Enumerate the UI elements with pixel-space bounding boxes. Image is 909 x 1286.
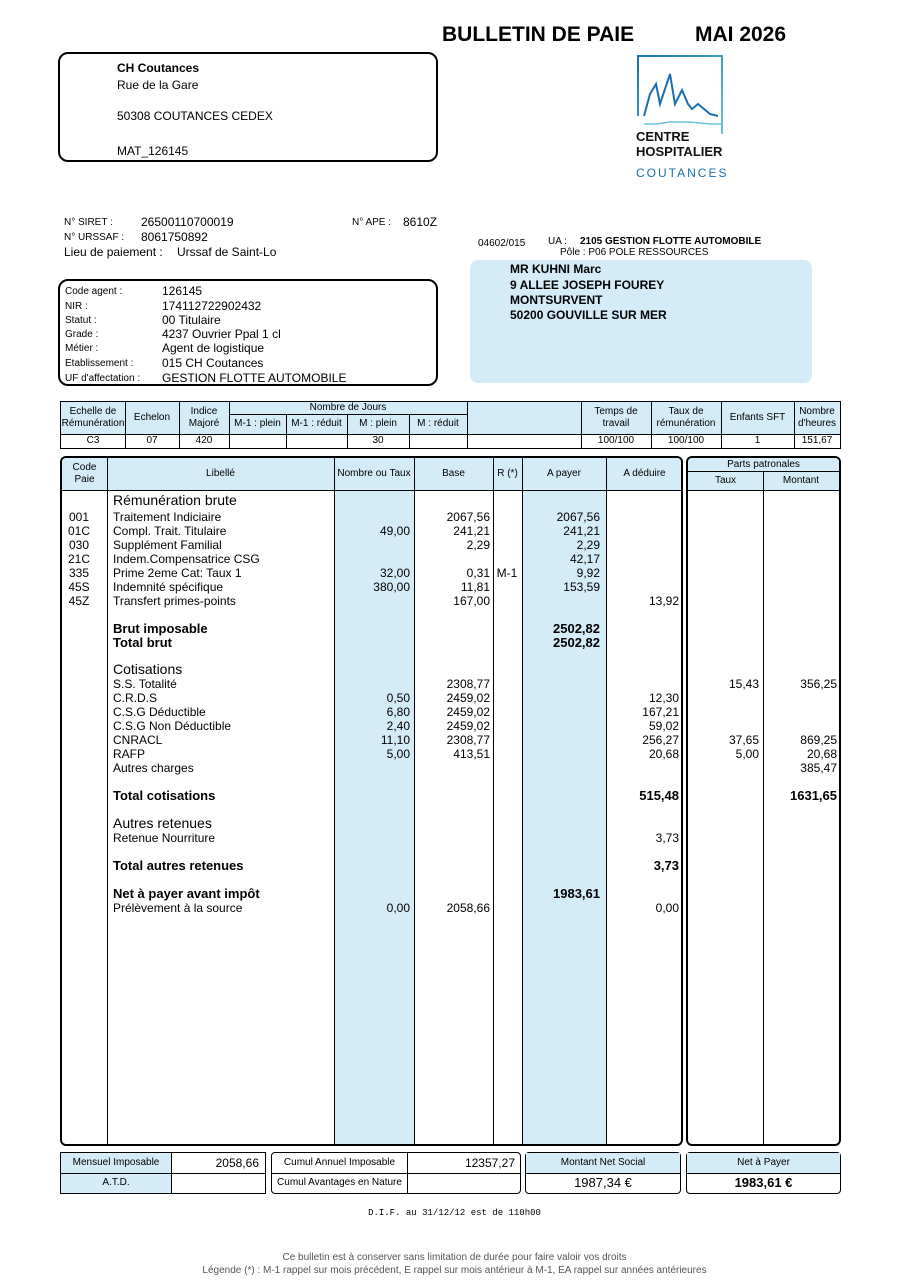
row-nb: 32,00 (379, 566, 410, 580)
employee-name: MR KUHNI Marc (510, 262, 602, 276)
h-m-plein: M : plein (359, 418, 397, 429)
agent-label: NIR : (65, 301, 88, 312)
employee-address-panel (470, 260, 812, 383)
row-lib: Retenue Nourriture (113, 831, 216, 845)
row-base: 2058,66 (446, 901, 490, 915)
row-nb: 2,40 (386, 719, 410, 733)
mh-deduire: A déduire (623, 468, 666, 479)
row-code: 335 (68, 566, 90, 580)
payer-column-bg (522, 490, 606, 1146)
employee-city: 50200 GOUVILLE SUR MER (510, 308, 667, 322)
cumul-box (271, 1152, 521, 1194)
row-base: 2067,56 (446, 510, 490, 524)
row-lib: C.R.D.S (113, 691, 158, 705)
agent-value: 126145 (162, 284, 203, 298)
row-base: 167,00 (453, 594, 490, 608)
row-lib: C.S.G Non Déductible (113, 719, 232, 733)
mensuel-label: Mensuel Imposable (72, 1157, 160, 1168)
ua-label: UA : (548, 236, 567, 247)
mh-libelle: Libellé (206, 468, 235, 479)
avantages-label: Cumul Avantages en Nature (277, 1177, 402, 1188)
mh-code: Code Paie (72, 462, 97, 485)
net-social-value: 1987,34 € (574, 1175, 632, 1190)
cumul-label: Cumul Annuel Imposable (283, 1157, 396, 1168)
row-code: 01C (67, 524, 90, 538)
row-code: 45S (68, 580, 90, 594)
agent-label: Statut : (65, 315, 97, 326)
v-echelon: 07 (146, 435, 158, 446)
mh-base: Base (442, 468, 465, 479)
atd-label: A.T.D. (102, 1177, 130, 1188)
net-social-box (525, 1152, 681, 1194)
row-lib: Rémunération brute (113, 492, 237, 508)
h-taux: Taux de rémunération (656, 406, 716, 429)
row-ded: 0,00 (655, 901, 679, 915)
cumul-value: 12357,27 (464, 1156, 515, 1170)
row-pay: 42,17 (569, 552, 600, 566)
lieu-value: Urssaf de Saint-Lo (177, 245, 277, 259)
row-mont: 20,68 (806, 747, 837, 761)
h-m-reduit: M : réduit (417, 418, 459, 429)
row-lib: Autres retenues (113, 815, 212, 831)
row-lib: Total cotisations (113, 788, 216, 803)
ua-code: 04602/015 (478, 238, 526, 249)
row-lib: Net à payer avant impôt (113, 886, 260, 901)
row-ded: 3,73 (653, 858, 679, 873)
row-ded: 256,27 (642, 733, 679, 747)
employer-mat: MAT_126145 (117, 144, 189, 158)
h-indice: Indice Majoré (188, 406, 220, 429)
row-lib: Indem.Compensatrice CSG (113, 552, 260, 566)
v-echelle: C3 (86, 435, 100, 446)
v-temps: 100/100 (597, 435, 635, 446)
logo-graphic (630, 54, 730, 134)
row-ded: 167,21 (642, 705, 679, 719)
pole-value: Pôle : P06 POLE RESSOURCES (560, 247, 709, 258)
row-lib: Transfert primes-points (113, 594, 236, 608)
row-ded: 515,48 (639, 788, 679, 803)
row-ded: 13,92 (648, 594, 679, 608)
row-pay: 1983,61 (553, 886, 600, 901)
info-table (60, 401, 841, 449)
row-pay: 2502,82 (553, 621, 600, 636)
employer-street: Rue de la Gare (117, 78, 199, 92)
row-nb: 380,00 (373, 580, 410, 594)
agent-value: 174112722902432 (162, 299, 262, 313)
h-echelle: Echelle de Rémunération (61, 406, 125, 429)
mh-taux: Taux (714, 474, 737, 486)
document-title: BULLETIN DE PAIE (442, 23, 635, 46)
agent-value: 4237 Ouvrier Ppal 1 cl (162, 327, 281, 341)
v-enfants: 1 (754, 435, 761, 446)
row-taux: 15,43 (728, 677, 759, 691)
row-r: M-1 (496, 566, 518, 580)
row-nb: 6,80 (386, 705, 410, 719)
row-ded: 59,02 (648, 719, 679, 733)
net-payer-value: 1983,61 € (734, 1175, 793, 1190)
agent-value: 00 Titulaire (162, 313, 221, 327)
employer-parts-table (686, 456, 841, 1146)
row-mont: 356,25 (800, 677, 837, 691)
net-payer-label: Net à Payer (737, 1157, 790, 1168)
lieu-label: Lieu de paiement : (64, 245, 163, 259)
row-pay: 2067,56 (556, 510, 600, 524)
footer-note-1: Ce bulletin est à conserver sans limitation de durée pour faire valoir vos droits (282, 1252, 627, 1263)
row-ded: 20,68 (648, 747, 679, 761)
row-mont: 869,25 (800, 733, 837, 747)
row-pay: 153,59 (563, 580, 600, 594)
h-enfants: Enfants SFT (729, 412, 786, 423)
row-lib: Autres charges (113, 761, 194, 775)
row-mont: 1631,65 (790, 788, 837, 803)
row-code: 001 (68, 510, 90, 524)
row-ded: 3,73 (655, 831, 679, 845)
agent-label: Code agent : (65, 286, 123, 297)
pay-period: MAI 2026 (695, 23, 787, 46)
footer-note-2: Légende (*) : M-1 rappel sur mois précédent, E rappel sur mois antérieur à M-1, EA rappel sur années antérieures (202, 1265, 707, 1276)
row-lib: Indemnité spécifique (113, 580, 224, 594)
row-nb: 49,00 (379, 524, 410, 538)
row-ded: 12,30 (648, 691, 679, 705)
row-lib: Prélèvement à la source (113, 901, 243, 915)
agent-value: Agent de logistique (162, 341, 265, 355)
row-mont: 385,47 (800, 761, 837, 775)
ape-label: N° APE : (352, 217, 392, 228)
row-taux: 5,00 (735, 747, 759, 761)
row-lib: Total autres retenues (113, 858, 244, 873)
row-lib: S.S. Totalité (113, 677, 177, 691)
logo-line3: COUTANCES (636, 166, 729, 180)
row-lib: Compl. Trait. Titulaire (113, 524, 227, 538)
row-taux: 37,65 (728, 733, 759, 747)
agent-value: 015 CH Coutances (162, 356, 264, 370)
hospital-logo (630, 54, 730, 184)
row-lib: Prime 2eme Cat: Taux 1 (113, 566, 242, 580)
v-indice: 420 (195, 435, 213, 446)
row-base: 2,29 (466, 538, 490, 552)
employer-box (58, 52, 438, 162)
mh-montant: Montant (782, 474, 820, 486)
row-code: 45Z (68, 594, 90, 608)
h-m1-plein: M-1 : plein (234, 418, 281, 429)
h-heures: Nombre d'heures (797, 406, 837, 429)
mh-nombre: Nombre ou Taux (337, 468, 411, 479)
row-lib: CNRACL (113, 733, 163, 747)
v-m-plein: 30 (372, 435, 384, 446)
row-lib: Brut imposable (113, 621, 208, 636)
net-social-label: Montant Net Social (560, 1157, 646, 1168)
nombre-column-bg (334, 490, 414, 1146)
mensuel-box (60, 1152, 266, 1194)
employer-city: 50308 COUTANCES CEDEX (117, 109, 273, 123)
v-taux: 100/100 (667, 435, 705, 446)
row-lib: RAFP (113, 747, 146, 761)
agent-label: Métier : (65, 343, 99, 354)
employer-name: CH Coutances (117, 61, 200, 75)
agent-label: Grade : (65, 329, 99, 340)
row-base: 0,31 (466, 566, 490, 580)
row-base: 2459,02 (446, 705, 490, 719)
row-pay: 2,29 (576, 538, 600, 552)
row-base: 241,21 (453, 524, 490, 538)
row-nb: 0,50 (386, 691, 410, 705)
agent-label: Etablissement : (65, 358, 134, 369)
h-jours: Nombre de Jours (309, 402, 387, 413)
row-pay: 241,21 (563, 524, 600, 538)
row-base: 2459,02 (446, 719, 490, 733)
row-code: 030 (68, 538, 90, 552)
logo-line1: CENTRE (636, 129, 690, 144)
agent-box (58, 279, 438, 386)
row-lib: Traitement Indiciaire (113, 510, 222, 524)
employee-street: 9 ALLEE JOSEPH FOUREY (510, 278, 665, 292)
row-base: 2308,77 (446, 677, 490, 691)
h-temps: Temps de travail (594, 406, 638, 429)
row-lib: C.S.G Déductible (113, 705, 206, 719)
h-echelon: Echelon (133, 412, 171, 423)
row-pay: 2502,82 (553, 635, 600, 650)
row-nb: 5,00 (386, 747, 410, 761)
row-pay: 9,92 (576, 566, 600, 580)
siret-label: N° SIRET : (64, 217, 113, 228)
row-base: 2308,77 (446, 733, 490, 747)
pay-lines-table (60, 456, 683, 1146)
agent-value: GESTION FLOTTE AUTOMOBILE (162, 371, 347, 385)
net-payer-box (686, 1152, 841, 1194)
ua-value: 2105 GESTION FLOTTE AUTOMOBILE (580, 236, 762, 247)
ape-value: 8610Z (403, 215, 438, 229)
logo-line2: HOSPITALIER (636, 144, 723, 159)
agent-label: UF d'affectation : (65, 373, 141, 384)
h-m1-reduit: M-1 : réduit (291, 418, 342, 429)
urssaf-value: 8061750892 (141, 230, 208, 244)
row-lib: Total brut (113, 635, 172, 650)
row-code: 21C (67, 552, 90, 566)
row-lib: Cotisations (113, 661, 183, 677)
row-base: 2459,02 (446, 691, 490, 705)
mensuel-value: 2058,66 (215, 1156, 259, 1170)
row-base: 11,81 (460, 580, 490, 594)
row-base: 413,51 (453, 747, 490, 761)
row-nb: 0,00 (386, 901, 410, 915)
mh-parts: Parts patronales (727, 458, 800, 470)
mh-r: R (*) (497, 468, 518, 479)
siret-value: 26500110700019 (141, 215, 234, 229)
row-nb: 11,10 (380, 733, 410, 747)
v-heures: 151,67 (801, 435, 833, 446)
mh-payer: A payer (547, 468, 581, 479)
urssaf-label: N° URSSAF : (64, 232, 125, 243)
employee-town: MONTSURVENT (510, 293, 603, 307)
dif-note: D.I.F. au 31/12/12 est de 110h00 (368, 1208, 541, 1218)
row-lib: Supplément Familial (113, 538, 222, 552)
